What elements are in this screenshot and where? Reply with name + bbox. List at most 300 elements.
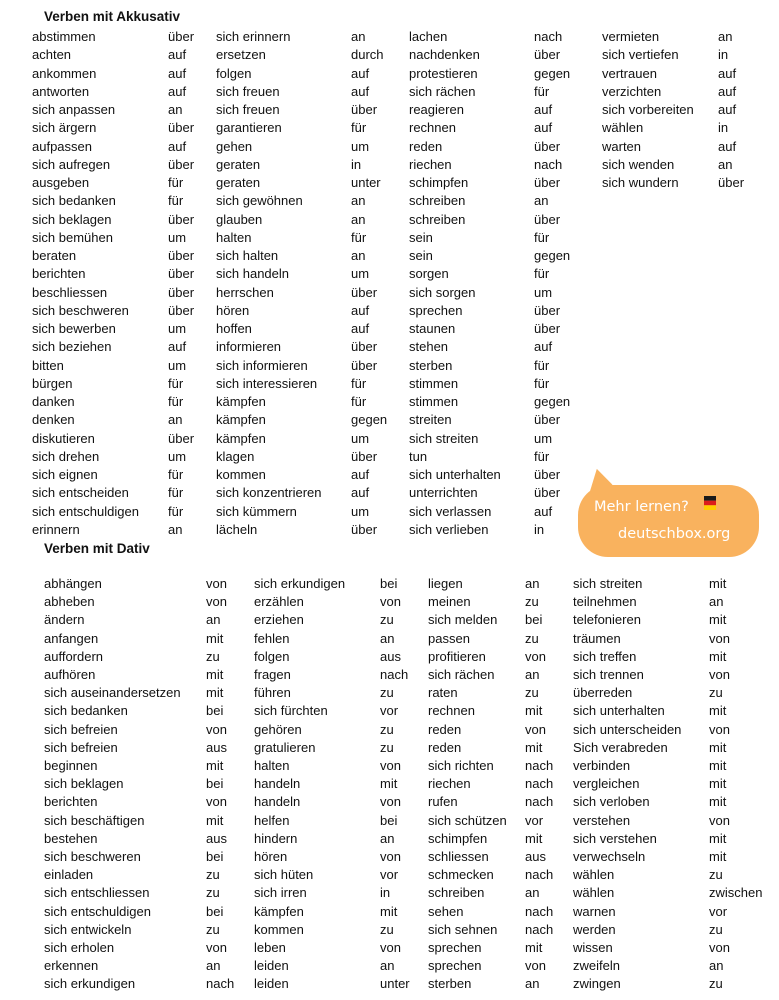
preposition-cell: gegen <box>534 65 571 81</box>
preposition-cell: über <box>351 284 378 300</box>
preposition-cell: vor <box>380 703 399 719</box>
preposition-cell: von <box>380 758 401 773</box>
preposition-cell: an <box>351 193 366 209</box>
verb-cell: sprechen <box>428 958 482 974</box>
verb-cell: glauben <box>216 211 263 227</box>
preposition-cell: auf <box>718 138 737 154</box>
preposition-cell: zu <box>206 921 220 937</box>
preposition-cell: nach <box>525 758 554 773</box>
verb-cell: sich befreien <box>44 739 118 755</box>
verb-cell: berichten <box>44 794 98 810</box>
preposition-cell: nach <box>206 976 235 992</box>
verb-cell: führen <box>254 685 291 701</box>
preposition-cell: über <box>168 156 195 172</box>
preposition-cell: in <box>718 120 729 136</box>
table-row <box>0 448 779 466</box>
preposition-cell: über <box>351 357 378 373</box>
preposition-cell: an <box>168 521 183 537</box>
preposition-cell: über <box>718 175 745 190</box>
preposition-cell: aus <box>206 739 227 755</box>
verb-cell: schreiben <box>428 885 485 901</box>
verb-cell: sich rächen <box>409 83 476 99</box>
preposition-cell: über <box>168 29 195 44</box>
verb-cell: verzichten <box>602 83 662 99</box>
verb-cell: reden <box>428 721 462 737</box>
preposition-cell: über <box>168 302 195 318</box>
verb-cell: sich handeln <box>216 266 289 282</box>
table-row <box>0 302 779 320</box>
preposition-cell: für <box>534 229 550 245</box>
preposition-cell: auf <box>168 83 187 99</box>
verb-cell: zweifeln <box>573 958 620 974</box>
verb-cell: hoffen <box>216 321 252 336</box>
verb-cell: sich trennen <box>573 667 644 682</box>
preposition-cell: mit <box>206 685 224 701</box>
table-row <box>0 684 779 702</box>
verb-cell: reden <box>409 138 443 154</box>
preposition-cell: an <box>351 248 366 263</box>
verb-cell: sich beschweren <box>44 849 141 864</box>
verb-cell: streiten <box>409 412 452 428</box>
promo-text: Mehr lernen? <box>594 499 689 515</box>
verb-cell: sich befreien <box>44 721 118 737</box>
verb-cell: herrschen <box>216 284 274 300</box>
preposition-cell: unter <box>351 175 381 190</box>
verb-cell: sich halten <box>216 248 279 263</box>
preposition-cell: in <box>351 156 362 172</box>
verb-cell: sich unterhalten <box>573 703 665 719</box>
preposition-cell: für <box>534 448 550 464</box>
verb-cell: bestehen <box>44 830 98 846</box>
verb-cell: sterben <box>428 976 472 992</box>
verb-cell: protestieren <box>409 65 478 81</box>
preposition-cell: bei <box>206 703 224 719</box>
preposition-cell: an <box>168 102 183 117</box>
preposition-cell: an <box>380 630 395 646</box>
preposition-cell: zwischen <box>709 885 763 901</box>
verb-cell: reagieren <box>409 102 464 117</box>
verb-cell: vermieten <box>602 29 660 44</box>
verb-cell: leiden <box>254 976 289 992</box>
verb-cell: raten <box>428 685 458 701</box>
preposition-cell: über <box>534 138 561 154</box>
preposition-cell: über <box>534 412 561 428</box>
verb-cell: garantieren <box>216 120 282 136</box>
verb-cell: tun <box>409 448 428 464</box>
verb-cell: hören <box>254 849 288 864</box>
verb-cell: sich unterscheiden <box>573 721 682 737</box>
preposition-cell: bei <box>380 576 398 591</box>
verb-cell: informieren <box>216 339 282 355</box>
preposition-cell: mit <box>709 776 727 792</box>
preposition-cell: mit <box>206 630 224 646</box>
preposition-cell: über <box>534 211 561 227</box>
table-row <box>0 939 779 957</box>
verb-cell: beginnen <box>44 758 98 773</box>
verb-cell: erziehen <box>254 612 304 628</box>
verb-cell: schimpfen <box>409 175 469 190</box>
verb-cell: verwechseln <box>573 849 646 864</box>
preposition-cell: für <box>168 175 184 190</box>
verb-cell: anfangen <box>44 630 99 646</box>
verb-cell: sich erkundigen <box>44 976 136 992</box>
preposition-cell: zu <box>709 976 723 992</box>
preposition-cell: auf <box>351 302 370 318</box>
table-row <box>0 338 779 356</box>
preposition-cell: über <box>168 430 195 446</box>
preposition-cell: für <box>534 357 550 373</box>
preposition-cell: um <box>351 430 370 446</box>
verb-cell: sich bedanken <box>32 193 116 209</box>
preposition-cell: zu <box>380 739 394 755</box>
preposition-cell: auf <box>534 503 553 519</box>
preposition-cell: durch <box>351 47 384 63</box>
verb-cell: sich konzentrieren <box>216 485 322 501</box>
preposition-cell: an <box>351 29 366 44</box>
table-row <box>0 357 779 375</box>
verb-cell: sich rächen <box>428 667 495 682</box>
preposition-cell: über <box>168 248 195 263</box>
preposition-cell: über <box>534 485 561 501</box>
promo-url[interactable]: deutschbox.org <box>618 526 731 542</box>
verb-cell: riechen <box>409 156 452 172</box>
verb-cell: sich vertiefen <box>602 47 679 63</box>
preposition-cell: über <box>534 175 561 190</box>
preposition-cell: an <box>168 412 183 428</box>
preposition-cell: auf <box>168 47 187 63</box>
verb-cell: handeln <box>254 794 301 810</box>
verb-cell: sich beschweren <box>32 302 129 318</box>
preposition-cell: an <box>525 885 540 901</box>
verb-cell: handeln <box>254 776 301 792</box>
table-row <box>0 320 779 338</box>
verb-cell: sich sorgen <box>409 284 476 300</box>
table-row <box>0 630 779 648</box>
verb-cell: sich anpassen <box>32 102 116 117</box>
preposition-cell: auf <box>351 83 370 99</box>
table-row <box>0 393 779 411</box>
verb-cell: abstimmen <box>32 29 96 44</box>
verb-cell: sich bewerben <box>32 321 116 336</box>
verb-cell: sich bedanken <box>44 703 128 719</box>
verb-cell: sich beklagen <box>44 776 124 792</box>
verb-cell: sich aufregen <box>32 156 111 172</box>
verb-cell: telefonieren <box>573 612 641 628</box>
verb-cell: kämpfen <box>216 394 266 409</box>
verb-cell: sich beklagen <box>32 211 112 227</box>
preposition-cell: von <box>206 794 227 810</box>
verb-cell: wählen <box>573 885 615 901</box>
preposition-cell: nach <box>525 921 554 937</box>
preposition-cell: auf <box>718 102 737 117</box>
preposition-cell: nach <box>525 794 554 810</box>
verb-cell: zwingen <box>573 976 621 992</box>
preposition-cell: über <box>351 339 378 355</box>
table-row <box>0 575 779 593</box>
preposition-cell: zu <box>206 885 220 901</box>
verb-cell: erkennen <box>44 958 99 974</box>
preposition-cell: von <box>709 630 730 646</box>
preposition-cell: über <box>534 321 561 336</box>
preposition-cell: mit <box>709 576 727 591</box>
verb-cell: folgen <box>254 648 290 664</box>
table-row <box>0 247 779 265</box>
table-row <box>0 265 779 283</box>
preposition-cell: zu <box>709 685 723 701</box>
preposition-cell: bei <box>380 812 398 828</box>
verb-cell: danken <box>32 394 75 409</box>
section-title-akkusativ: Verben mit Akkusativ <box>44 9 181 24</box>
table-row <box>0 28 779 46</box>
preposition-cell: von <box>709 667 730 682</box>
verb-cell: sich beschäftigen <box>44 812 145 828</box>
table-row <box>0 593 779 611</box>
preposition-cell: um <box>351 266 370 282</box>
verb-cell: bürgen <box>32 375 73 391</box>
verb-cell: beschliessen <box>32 284 108 300</box>
verb-cell: schliessen <box>428 849 489 864</box>
preposition-cell: für <box>351 394 367 409</box>
preposition-cell: zu <box>709 867 723 883</box>
preposition-cell: über <box>168 284 195 300</box>
verb-cell: träumen <box>573 630 621 646</box>
verb-cell: hindern <box>254 830 298 846</box>
preposition-cell: nach <box>534 29 563 44</box>
preposition-cell: für <box>534 266 550 282</box>
verb-cell: schreiben <box>409 193 466 209</box>
table-row <box>0 119 779 137</box>
preposition-cell: von <box>525 648 546 664</box>
verb-cell: sich wenden <box>602 156 675 172</box>
preposition-cell: von <box>380 594 401 610</box>
preposition-cell: mit <box>709 758 727 773</box>
verb-cell: stimmen <box>409 375 459 391</box>
verb-cell: abhängen <box>44 576 102 591</box>
table-row <box>0 666 779 684</box>
verb-cell: ersetzen <box>216 47 266 63</box>
verb-cell: kämpfen <box>216 430 266 446</box>
verb-cell: schmecken <box>428 867 494 883</box>
verb-cell: sich gewöhnen <box>216 193 303 209</box>
preposition-cell: zu <box>525 685 539 701</box>
preposition-cell: auf <box>534 120 553 136</box>
verb-cell: sich entscheiden <box>32 485 129 501</box>
preposition-cell: zu <box>380 721 394 737</box>
table-row <box>0 411 779 429</box>
verb-cell: kommen <box>254 921 304 937</box>
preposition-cell: um <box>534 284 553 300</box>
verb-cell: werden <box>573 921 616 937</box>
verb-cell: sich schützen <box>428 812 507 828</box>
table-row <box>0 611 779 629</box>
preposition-cell: bei <box>206 776 224 792</box>
preposition-cell: in <box>718 47 729 63</box>
preposition-cell: an <box>718 156 733 172</box>
verb-cell: schreiben <box>409 211 466 227</box>
verb-cell: erinnern <box>32 521 80 537</box>
preposition-cell: von <box>206 721 227 737</box>
preposition-cell: zu <box>525 630 539 646</box>
table-row <box>0 739 779 757</box>
verb-cell: liegen <box>428 576 463 591</box>
verb-cell: sich streiten <box>409 430 479 446</box>
preposition-cell: aus <box>206 830 227 846</box>
verb-cell: halten <box>254 758 290 773</box>
verb-cell: sich hüten <box>254 867 314 883</box>
table-row <box>0 174 779 192</box>
preposition-cell: um <box>351 503 370 519</box>
preposition-cell: über <box>351 102 378 117</box>
preposition-cell: von <box>709 812 730 828</box>
preposition-cell: nach <box>380 667 409 682</box>
table-row <box>0 211 779 229</box>
preposition-cell: gegen <box>534 248 571 263</box>
preposition-cell: zu <box>380 685 394 701</box>
preposition-cell: an <box>525 976 540 992</box>
verb-cell: gehen <box>216 138 253 154</box>
preposition-cell: von <box>206 576 227 591</box>
verb-cell: sich bemühen <box>32 229 113 245</box>
preposition-cell: mit <box>380 776 398 792</box>
preposition-cell: vor <box>709 903 728 919</box>
preposition-cell: in <box>534 521 545 537</box>
verb-cell: vertrauen <box>602 65 657 81</box>
table-row <box>0 702 779 720</box>
preposition-cell: mit <box>709 794 727 810</box>
verb-cell: geraten <box>216 175 261 190</box>
verb-cell: sich richten <box>428 758 494 773</box>
preposition-cell: um <box>168 321 187 336</box>
verb-cell: aufhören <box>44 667 96 682</box>
table-row <box>0 866 779 884</box>
verb-cell: reden <box>428 739 462 755</box>
preposition-cell: aus <box>380 648 401 664</box>
verb-cell: folgen <box>216 65 252 81</box>
preposition-cell: auf <box>351 321 370 336</box>
preposition-cell: auf <box>534 102 553 117</box>
preposition-cell: für <box>351 120 367 136</box>
table-row <box>0 884 779 902</box>
preposition-cell: bei <box>206 849 224 864</box>
verb-cell: sich freuen <box>216 83 280 99</box>
preposition-cell: auf <box>351 467 370 482</box>
table-row <box>0 775 779 793</box>
section-title-dativ: Verben mit Dativ <box>44 541 150 556</box>
table-row <box>0 921 779 939</box>
verb-cell: ausgeben <box>32 175 90 190</box>
verb-cell: sich fürchten <box>254 703 328 719</box>
verb-cell: halten <box>216 229 252 245</box>
german-flag-icon <box>702 495 718 511</box>
preposition-cell: von <box>206 940 227 955</box>
preposition-cell: mit <box>709 648 727 664</box>
preposition-cell: über <box>351 521 378 537</box>
table-row <box>0 793 779 811</box>
verb-cell: lächeln <box>216 521 258 537</box>
preposition-cell: für <box>168 485 184 501</box>
preposition-cell: aus <box>525 849 546 864</box>
preposition-cell: nach <box>534 156 563 172</box>
preposition-cell: nach <box>525 776 554 792</box>
verb-cell: sprechen <box>409 302 463 318</box>
verb-cell: wählen <box>602 120 644 136</box>
promo-badge[interactable] <box>578 485 759 557</box>
verb-cell: sich entschliessen <box>44 885 150 901</box>
preposition-cell: für <box>534 83 550 99</box>
preposition-cell: über <box>351 448 378 464</box>
preposition-cell: zu <box>525 594 539 610</box>
verb-cell: sein <box>409 229 433 245</box>
preposition-cell: mit <box>525 739 543 755</box>
preposition-cell: für <box>168 503 184 519</box>
preposition-cell: vor <box>525 812 544 828</box>
verb-cell: sich unterhalten <box>409 467 501 482</box>
verb-cell: sich wundern <box>602 175 679 190</box>
preposition-cell: von <box>380 940 401 955</box>
verb-cell: klagen <box>216 448 255 464</box>
preposition-cell: über <box>534 302 561 318</box>
verb-cell: sich sehnen <box>428 921 498 937</box>
preposition-cell: mit <box>709 849 727 864</box>
verb-cell: sich irren <box>254 885 307 901</box>
table-row <box>0 229 779 247</box>
table-row <box>0 430 779 448</box>
table-row <box>0 101 779 119</box>
verb-cell: aufpassen <box>32 138 92 154</box>
preposition-cell: in <box>380 885 391 901</box>
table-row <box>0 65 779 83</box>
preposition-cell: zu <box>206 648 220 664</box>
table-row <box>0 83 779 101</box>
preposition-cell: bei <box>206 903 224 919</box>
table-row <box>0 284 779 302</box>
verb-cell: sich auseinandersetzen <box>44 685 181 701</box>
preposition-cell: mit <box>380 903 398 919</box>
preposition-cell: über <box>168 120 195 136</box>
preposition-cell: an <box>718 29 733 44</box>
preposition-cell: zu <box>206 867 220 883</box>
preposition-cell: mit <box>525 940 543 955</box>
verb-cell: auffordern <box>44 648 104 664</box>
verb-cell: sprechen <box>428 940 482 955</box>
verb-cell: schimpfen <box>428 830 488 846</box>
preposition-cell: zu <box>380 921 394 937</box>
table-row <box>0 975 779 993</box>
verb-cell: abheben <box>44 594 95 610</box>
verb-cell: sich eignen <box>32 467 98 482</box>
verb-cell: sein <box>409 248 433 263</box>
preposition-cell: um <box>168 229 187 245</box>
verb-cell: fehlen <box>254 630 290 646</box>
verb-cell: überreden <box>573 685 633 701</box>
preposition-cell: gegen <box>534 394 571 409</box>
preposition-cell: auf <box>168 339 187 355</box>
verb-cell: sorgen <box>409 266 449 282</box>
preposition-cell: über <box>534 467 561 482</box>
verb-cell: sich entschuldigen <box>44 903 151 919</box>
table-row <box>0 957 779 975</box>
table-row <box>0 721 779 739</box>
verb-cell: achten <box>32 47 72 63</box>
preposition-cell: von <box>380 849 401 864</box>
verb-cell: denken <box>32 412 75 428</box>
preposition-cell: an <box>380 958 395 974</box>
table-row <box>0 375 779 393</box>
preposition-cell: um <box>168 357 187 373</box>
verb-cell: sich verloben <box>573 794 650 810</box>
verb-cell: meinen <box>428 594 471 610</box>
verb-cell: sich melden <box>428 612 498 628</box>
